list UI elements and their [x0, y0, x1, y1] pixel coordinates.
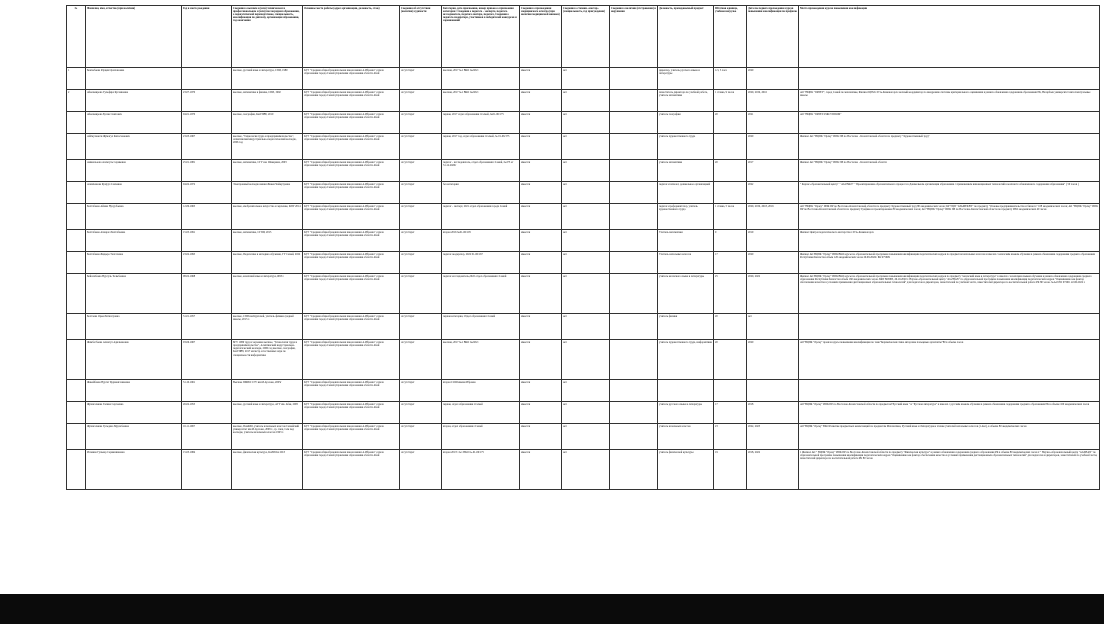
table-cell: нет — [562, 252, 610, 274]
table-cell: Филиал АО "НЦПК "Өрлеу" ИПК ПР по Восточно - Казахстанской области — [799, 160, 1100, 182]
table-cell: заместитель директора по учебной работе, учитель математики — [658, 90, 714, 112]
table-cell: АО "НЦПК "Өрлеу" ИПК ПР по Восточно-Казахстанской области по предмету Художественный труд 80 академических часов; КР УЦП "ATAMEKEN" по предмету "Основы предпринимательства и бизнеса" 108 академических часов; АО "НЦПК "Өрлеу" ИПК ПР по Восточно-Казахстанской области по предмету Графика и проектирование 80 академических часов; АО "НЦПК "Өрлеу" ИПК ПР по Восточно-Казахстанской области по предмету ИЗО академических 40 часов — [799, 204, 1100, 230]
table-cell: Балтабаева Айман Нусурбаевна — [86, 204, 182, 230]
table-cell: высшее, изобразительное искусство и черчение, КИУ 2014 — [232, 204, 303, 230]
table-cell — [799, 314, 1100, 340]
table-cell: вторая, отдел образования г.Семей — [442, 424, 520, 450]
table-cell: 1 — [67, 68, 86, 90]
table-cell: 12.09.1965 — [182, 204, 232, 230]
table-cell — [610, 230, 658, 252]
table-cell: высшая, 2017 №1 ВКО №226/1 — [442, 90, 520, 112]
table-cell: 15.05.1991 — [182, 230, 232, 252]
table-row — [67, 230, 1100, 252]
table-cell: 9 — [714, 230, 747, 252]
table-cell: отсутствует — [400, 252, 442, 274]
table-cell: АО"НЦПК "Өрлеу" ВКО Развитие предметных компетенций по предметам Математика, Русский язык и Литературное чтение учителей начальных классов (1-4кл), в объеме 80 академических часов — [799, 424, 1100, 450]
table-cell — [67, 402, 86, 424]
table-cell: отсутствует — [400, 340, 442, 380]
table-cell: 04.01.1970 — [182, 112, 232, 134]
table-cell — [610, 274, 658, 314]
table-cell: педагог - исследователь, отдел образования г.Семей, №473 от 31.12.2020г — [442, 160, 520, 182]
table-cell: имеется — [520, 450, 562, 490]
table-cell: отсутствует — [400, 68, 442, 90]
table-cell — [799, 68, 1100, 90]
table-cell: имеется — [520, 204, 562, 230]
table-cell: 2020 — [747, 68, 799, 90]
table-cell: нет — [562, 112, 610, 134]
table-cell: нет — [562, 274, 610, 314]
table-cell: педагог-профориентатор, учитель художественного труда — [658, 204, 714, 230]
table-cell: отсутствует — [400, 380, 442, 402]
table-cell: нет — [562, 68, 610, 90]
table-cell: имеется — [520, 314, 562, 340]
column-header: Сведения о степени «мастер» (специальность, год присуждения) — [562, 6, 610, 68]
table-cell: 2019 — [747, 230, 799, 252]
table-cell: 23.02.1995 — [182, 252, 232, 274]
table-cell: Филиал Центра педагогического мастерства г.Усть-Каменогорск — [799, 230, 1100, 252]
table-cell: 2018 — [747, 402, 799, 424]
table-cell: отсутствует — [400, 314, 442, 340]
table-cell: нет — [562, 340, 610, 380]
table-cell: Исаинва Гульнар Серикшиновна — [86, 450, 182, 490]
table-cell: КГУ "Средняя общеобразовательная школа имени А.Ибраева" отдела образования города Семей управления образования области Абай — [303, 274, 400, 314]
table-cell: КГУ "Средняя общеобразовательная школа имени А.Ибраева" отдела образования города Семей управления образования области Абай — [303, 112, 400, 134]
table-cell: учитель казахского языка и литературы — [658, 274, 714, 314]
column-header: Год и место рождения — [182, 6, 232, 68]
table-cell: 2022 — [747, 182, 799, 204]
table-cell: высшее, физическая культура, КАЗПОА 2013 — [232, 450, 303, 490]
column-header: Место прохождения курсов повышения квалификации — [799, 6, 1100, 68]
table-cell: КГУ "Средняя общеобразовательная школа имени А.Ибраева" отдела образования города Семей управления образования области Абай — [303, 340, 400, 380]
table-cell: Жамбасбаева Алмагул Адилкановна — [86, 340, 182, 380]
table-cell — [610, 424, 658, 450]
table-cell: 16.11.1967 — [182, 424, 232, 450]
table-cell: Айтмуханеги Жумагул Капасханович — [86, 134, 182, 160]
table-cell: 2020 — [747, 134, 799, 160]
table-cell — [67, 160, 86, 182]
table-cell: 23 — [714, 424, 747, 450]
table-cell: имеется — [520, 230, 562, 252]
table-cell: нет — [562, 204, 610, 230]
table-row — [67, 112, 1100, 134]
table-cell: нет — [562, 450, 610, 490]
table-cell: вторая 2016 №01-06/105 — [442, 230, 520, 252]
table-cell: АО "НЦПК "ӨРЛЕУ-ЕЖСУППОМ" — [799, 112, 1100, 134]
table-cell: нет — [562, 314, 610, 340]
column-header: Сведения о наличии (отстранения) и нарушения — [610, 6, 658, 68]
column-header: Фамилия, имя, отчество (при наличии) — [86, 6, 182, 68]
table-cell: Бейсембаева Нургуль Толыбаевна — [86, 274, 182, 314]
table-cell: 2020, 2019, 2018, 2016 — [747, 204, 799, 230]
table-cell: 17 — [714, 402, 747, 424]
table-row — [67, 90, 1100, 112]
table-cell: АО "НЦПК "ӨРЛЕУ", город Семей по математике, Филиал ЦПМ г.Усть-Каменогорск заочный координатор по внедрению системы критериального оценивания в рамках обновления содержания образования РК, Назарбаев университет интеллектуальные школы — [799, 90, 1100, 112]
table-cell: высшее, математика и физика, СПИ, 1992 — [232, 90, 303, 112]
table-cell — [67, 314, 86, 340]
table-cell: Филиал АО НЦПК "Өрлеу" ИПК ВКО курсы по образовательной программе повышения квалификации педагогических кадров по предметам начальных классов в школах с казахским языком обучения в рамках обновления содержания среднего образования Республики Казахстан объем 120 академических часов 29.09.2020г. БК 975609 — [799, 252, 1100, 274]
table-cell: имеется — [520, 252, 562, 274]
header-row — [67, 6, 1100, 68]
table-cell — [67, 112, 86, 134]
column-header: Основное место работы (адрес организации, должность, стаж) — [303, 6, 400, 68]
bottom-dark-bar — [0, 594, 1104, 624]
table-cell: КГУ "Средняя общеобразовательная школа имени А.Ибраева" отдела образования города Семей управления образования области Абай — [303, 402, 400, 424]
table-cell: директор, учитель русского языка и литературы — [658, 68, 714, 90]
table-cell: Учитель начальных классов — [658, 252, 714, 274]
table-cell: высшее, "Технология труда и предпринимательство", Алматинский индустриально-педагогический колледж, 2006 год — [232, 134, 303, 160]
table-row — [67, 68, 1100, 90]
table-cell — [610, 450, 658, 490]
table-cell: имеется — [520, 340, 562, 380]
table-cell — [610, 112, 658, 134]
table-cell: Балтабаева Ахмарал Балтабаевна — [86, 230, 182, 252]
table-cell: 23.03.1967 — [182, 134, 232, 160]
table-cell — [67, 252, 86, 274]
table-cell: педагог-модератор, 2022 01-06/167 — [442, 252, 520, 274]
table-cell: Высшее ПМИО СГУ им.М.Ауэзова, 2005г — [232, 380, 303, 402]
table-cell: имеется — [520, 68, 562, 90]
table-cell: вторая СОШ имени Ибраева — [442, 380, 520, 402]
table-cell: отсутствует — [400, 90, 442, 112]
column-header: Должность, преподаваемый предмет — [658, 6, 714, 68]
table-cell — [67, 274, 86, 314]
table-cell: Алимханова Кумуул Самзевна — [86, 182, 182, 204]
table-cell: 19 — [714, 450, 747, 490]
table-cell: 20 — [714, 314, 747, 340]
table-cell: имеется — [520, 90, 562, 112]
table-cell: Учитель математики — [658, 230, 714, 252]
table-cell: педагог-исследователь,2022 отдел образования г.Семей — [442, 274, 520, 314]
table-cell — [67, 134, 86, 160]
table-cell — [799, 380, 1100, 402]
table-cell: 23.07.1970 — [182, 90, 232, 112]
column-header: Дата последнего прохождения курсов повышения квалификации по профилю — [747, 6, 799, 68]
table-row — [67, 402, 1100, 424]
table-cell — [658, 380, 714, 402]
table-row — [67, 204, 1100, 230]
table-cell — [67, 424, 86, 450]
table-cell: КГУ "Средняя общеобразовательная школа имени А.Ибраева" отдела образования города Семей управления образования области Абай — [303, 230, 400, 252]
table-cell: 1 Филиал АО " НЦПК "Өрлеу" ИПК ПР по Восточно-Казахстанской области по предмету "Физическая культура" в рамках обновления содержания среднего образования РК в объеме 80 академических часов 2 " Научно-образовательный центр "AGZHAN" по образовательной программе повышения квалификации педагогических кадров "Оцениванию как фактор обеспечения качества в условиях применения дистанционных образовательных технологий" для педагогов и директоров, заместителей по учебной части, заместителей директора по воспитательной работе РК 80 часов — [799, 450, 1100, 490]
table-cell: имеется — [520, 424, 562, 450]
table-cell: первая, 2017 отдел образования г.Семей, №01-06/175 — [442, 112, 520, 134]
table-cell: учитель географии — [658, 112, 714, 134]
table-cell: нет — [562, 134, 610, 160]
table-cell — [182, 68, 232, 90]
column-header: Категория, дата присвоения, номер приказа о присвоении категории / Сведения о педагоге – эксперте, педагоге-исследователе, педагоге-мастере, педагоге, Сведения о педагоге-модераторе, участников в победителей конкурсов и соревнований — [442, 6, 520, 68]
table-cell: отсутствует — [400, 230, 442, 252]
table-cell: высшее, ПАиМО, учитель начальных классов Семейский университет им.М.Ауэзова, 2009 г., ср. спец. Сем пед колледж, учитель начальных классов 1993 г. — [232, 424, 303, 450]
table-cell — [67, 450, 86, 490]
table-cell — [610, 340, 658, 380]
table-cell: высшее, математика, СГУ им. Шакарима, 2003 — [232, 160, 303, 182]
table-cell: Абылкаирова Гульфира Кусаиновна — [86, 90, 182, 112]
table-cell: отсутствует — [400, 182, 442, 204]
table-cell: Жакейбаева Нургат Курмангазиновна — [86, 380, 182, 402]
table-cell: отсутствует — [400, 160, 442, 182]
table-cell: БГУ 1986 труд и черчение высшее, "Технология труда и предпринимательство", Алматинский индустриально-педагогический колледж, 2006 год высшее, география, КазГИВУ, 2017 магистр естественных наук по специальности информатика — [232, 340, 303, 380]
table-cell — [67, 340, 86, 380]
table-cell: 2021 — [747, 112, 799, 134]
table-cell: 20 — [714, 112, 747, 134]
table-row — [67, 274, 1100, 314]
table-cell: 2022, 2023 — [747, 424, 799, 450]
table-cell: педагог - эксперт, 2021 отдел образования города Семей — [442, 204, 520, 230]
table-cell: 31.01.1957 — [182, 314, 232, 340]
table-cell: нет — [562, 402, 610, 424]
table-cell: 2017 — [747, 160, 799, 182]
table-cell: 15.03.1984 — [182, 450, 232, 490]
table-cell: высшая, 2017 №1 ВКО №226/1 — [442, 340, 520, 380]
table-cell: отсутствует — [400, 134, 442, 160]
table-cell: высшее, математика, СГПИ, 2015 — [232, 230, 303, 252]
table-cell: 04.02.1972 — [182, 182, 232, 204]
table-cell: высшее, СПИ им.Крупской, учитель физики средней школы, 2015 г. — [232, 314, 303, 340]
table-cell: высшее, русский язык и литература, АГУ им. Абая, 2005 — [232, 402, 303, 424]
table-cell: 2 — [67, 90, 86, 112]
table-cell — [714, 380, 747, 402]
table-cell — [610, 204, 658, 230]
table-cell: высшее, география, КазГИВУ, 2010 — [232, 112, 303, 134]
table-cell: КГУ "Средняя общеобразовательная школа имени А.Ибраева" отдела образования города Семей управления образования области Абай — [303, 380, 400, 402]
table-cell: АО"НЦПК "Өрлеу" прошла курсы повышения квалификации по теме"Керамическая глина авторские пальцевые аргиллиты"80 в объеме часов — [799, 340, 1100, 380]
table-cell — [610, 90, 658, 112]
table-cell: учитель математики — [658, 160, 714, 182]
table-cell: высшая, 2017 №1 ВКО №226/1 — [442, 68, 520, 90]
table-row — [67, 380, 1100, 402]
table-cell: КГУ "Средняя общеобразовательная школа имени А.Ибраева" отдела образования города Семей управления образования области Абай — [303, 90, 400, 112]
table-row — [67, 314, 1100, 340]
table-cell: учитель физической культуры — [658, 450, 714, 490]
table-cell: отсутствует — [400, 204, 442, 230]
table-cell: Филиал АО "НЦПК "Өрлеу" ИПК ПР по Восточно - Казахстанской области по предмету "Художественный труд" — [799, 134, 1100, 160]
table-cell: КГУ "Средняя общеобразовательная школа имени А.Ибраева" отдела образования города Семей управления образования области Абай — [303, 314, 400, 340]
table-cell — [747, 380, 799, 402]
table-cell: 2018, 2022 — [747, 450, 799, 490]
table-cell: имеется — [520, 160, 562, 182]
table-cell — [67, 182, 86, 204]
table-cell: Электронный колледж имени Жакен Чайкулуовна — [232, 182, 303, 204]
table-cell: высшее, казахский язык и литература,1993 г. — [232, 274, 303, 314]
table-cell: 1ст, 5 часа — [714, 68, 747, 90]
column-header: Сведения об отсутствии (наличии) судимости — [400, 6, 442, 68]
table-cell: 1 ставка, 9 часов — [714, 90, 747, 112]
table-cell: КГУ "Средняя общеобразовательная школа имени А.Ибраева" отдела образования города Семей управления образования области Абай — [303, 160, 400, 182]
table-cell: учитель художественного труда, информатики — [658, 340, 714, 380]
table-cell: нет — [562, 90, 610, 112]
table-cell: отсутствует — [400, 450, 442, 490]
table-cell: 2020, 2019, 2016 — [747, 90, 799, 112]
table-row — [67, 182, 1100, 204]
table-cell: " Карлас-образовательный центр" " AGZHAN" " Проектирование образовательного процесса в Дошкольном организации образования с применением инновационных технологий в контексте обновленного содержания образования" ( 50 часов ) — [799, 182, 1100, 204]
table-row — [67, 134, 1100, 160]
table-cell: 08.02.1968 — [182, 274, 232, 314]
table-cell: имеется — [520, 182, 562, 204]
table-cell — [714, 134, 747, 160]
table-row — [67, 160, 1100, 182]
table-cell — [67, 230, 86, 252]
table-cell: нет — [747, 314, 799, 340]
table-cell: 25 — [714, 274, 747, 314]
table-row — [67, 424, 1100, 450]
table-cell — [610, 134, 658, 160]
table-cell: учитель русского языка и литературы — [658, 402, 714, 424]
table-cell: КГУ "Средняя общеобразовательная школа имени А.Ибраева" отдела образования города Семей управления образования области Абай — [303, 450, 400, 490]
table-cell — [67, 380, 86, 402]
table-cell: отсутствует — [400, 112, 442, 134]
table-row — [67, 450, 1100, 490]
table-cell: отсутствует — [400, 274, 442, 314]
table-cell: КГУ "Средняя общеобразовательная школа имени А.Ибраева" отдела образования города Семей управления образования области Абай — [303, 204, 400, 230]
table-body — [67, 68, 1100, 490]
table-cell: АО"НЦПК "Өрлеу" ИПК ПР по Восточно-Казахстанской области по предметам"Русский язык " и "Русская литература" в школах с русским языком обучения в рамках обновления содержания среднего образования РК в объеме 160 академических часов — [799, 402, 1100, 424]
column-header: № — [67, 6, 86, 68]
table-cell — [714, 182, 747, 204]
table-cell: учитель художественного труда — [658, 134, 714, 160]
table-cell — [610, 402, 658, 424]
table-cell: 2020, 2022 — [747, 274, 799, 314]
table-cell: нет — [562, 160, 610, 182]
table-cell: 17 — [714, 252, 747, 274]
table-cell: нет — [562, 182, 610, 204]
table-cell: КГУ "Средняя общеобразовательная школа имени А.Ибраева" отдела образования города Семей управления образования области Абай — [303, 68, 400, 90]
table-cell: Жумагалиева Галина Сергеевна — [86, 402, 182, 424]
table-cell: первая категория, Отдел образования г.Семей — [442, 314, 520, 340]
table-cell: нет — [562, 230, 610, 252]
table-cell: 2020 — [747, 252, 799, 274]
table-cell: 03.06.1967 — [182, 340, 232, 380]
table-cell — [610, 182, 658, 204]
table-cell — [610, 252, 658, 274]
table-cell: КГУ "Средняя общеобразовательная школа имени А.Ибраева" отдела образования города Семей управления образования области Абай — [303, 424, 400, 450]
table-cell: первая, отдел образования г.Семей — [442, 402, 520, 424]
table-cell — [67, 204, 86, 230]
table-cell — [610, 160, 658, 182]
table-row — [67, 252, 1100, 274]
table-cell — [610, 314, 658, 340]
table-cell: 20 — [714, 340, 747, 380]
table-cell: учитель физики — [658, 314, 714, 340]
table-cell: имеется — [520, 112, 562, 134]
table-cell: 20 — [714, 160, 747, 182]
table-cell: нет — [562, 424, 610, 450]
staff-table — [66, 5, 1100, 490]
table-cell: 31.10.1961 — [182, 380, 232, 402]
table-cell: высшее, Педагогика и методика обучения, ГУ Семей, 2022 — [232, 252, 303, 274]
table-cell: Жумагалиева Гульдана Мурзабаевна — [86, 424, 182, 450]
table-cell: КГУ "Средняя общеобразовательная школа имени А.Ибраева" отдела образования города Семей управления образования области Абай — [303, 182, 400, 204]
table-cell: КГУ "Средняя общеобразовательная школа имени А.Ибраева" отдела образования города Семей управления образования области Абай — [303, 134, 400, 160]
table-cell: нет — [562, 380, 610, 402]
column-header: Сведения о прохождении медицинского осмотра (при наличии медицинской книжки) — [520, 6, 562, 68]
table-cell: Филиал АО НЦПК "Өрлеу" ИПК ВКО курсы по образовательной программе повышения квалификации педагогических кадров по предмету "казахский язык и литература" в школах с казахским языком обучения в рамках обновления содержания среднего образования Республики Казахстан объем 160 академических часов. БКN 865983, 26.10.2020 г. Научно-образовательный центр "AGZHAN" по образовательной программе повышения квалификации педагогических кадров "Оцениванию как фактор обеспечения качества в условиях применения дистанционных образовательных технологий" для педагогов и директоров, заместителей по учебной части, заместителей директора по воспитательной работе РК 80 часов. №А-ПЭО 07290. 22.06.2022 г. — [799, 274, 1100, 314]
table-cell: отсутствует — [400, 424, 442, 450]
table-row — [67, 340, 1100, 380]
table-cell: имеется — [520, 134, 562, 160]
table-cell: учитель начальных классов — [658, 424, 714, 450]
table-cell: отсутствует — [400, 402, 442, 424]
table-cell: без категории — [442, 182, 520, 204]
table-cell: Бектыбаева Рауция Оразхановна — [86, 68, 182, 90]
table-cell: Амиюльзова Асемгуль Серикевна — [86, 160, 182, 182]
table-cell: имеется — [520, 380, 562, 402]
table-cell — [610, 68, 658, 90]
table-cell: имеется — [520, 402, 562, 424]
table-cell: имеется — [520, 274, 562, 314]
table-cell — [610, 380, 658, 402]
table-cell: Болтаева Орын Батилсуовна — [86, 314, 182, 340]
table-cell: Балтабаева Жадыра Талгатовна — [86, 252, 182, 274]
table-cell: 2020 — [747, 340, 799, 380]
table-cell: высшее, русский язык и литература, СПИ, 1980 — [232, 68, 303, 90]
column-header: Штатная единица, учебная нагрузка — [714, 6, 747, 68]
table-cell: педагог-психолог, дошкольное организацией — [658, 182, 714, 204]
table-cell: 1 ставка, 5 часов — [714, 204, 747, 230]
table-cell: 25.01.1981 — [182, 160, 232, 182]
table-cell: КГУ "Средняя общеобразовательная школа имени А.Ибраева" отдела образования города Семей управления образования области Абай — [303, 252, 400, 274]
table-cell: 26.02.1955 — [182, 402, 232, 424]
table-cell: первая, 2017 год, отдел образования г.Семей, № 01-06/175 — [442, 134, 520, 160]
table-cell: Абылкаирова Ерлан Снитович — [86, 112, 182, 134]
table-cell: вторая 2017г. №1 ВКО №-01-06/175 — [442, 450, 520, 490]
column-header: Сведения о высшем и (или) техническом и профессиональном и (или) послесреднем образовании, о педагогической переподготовке, специальность, квалификация по диплому, организация образования, год окончания — [232, 6, 303, 68]
